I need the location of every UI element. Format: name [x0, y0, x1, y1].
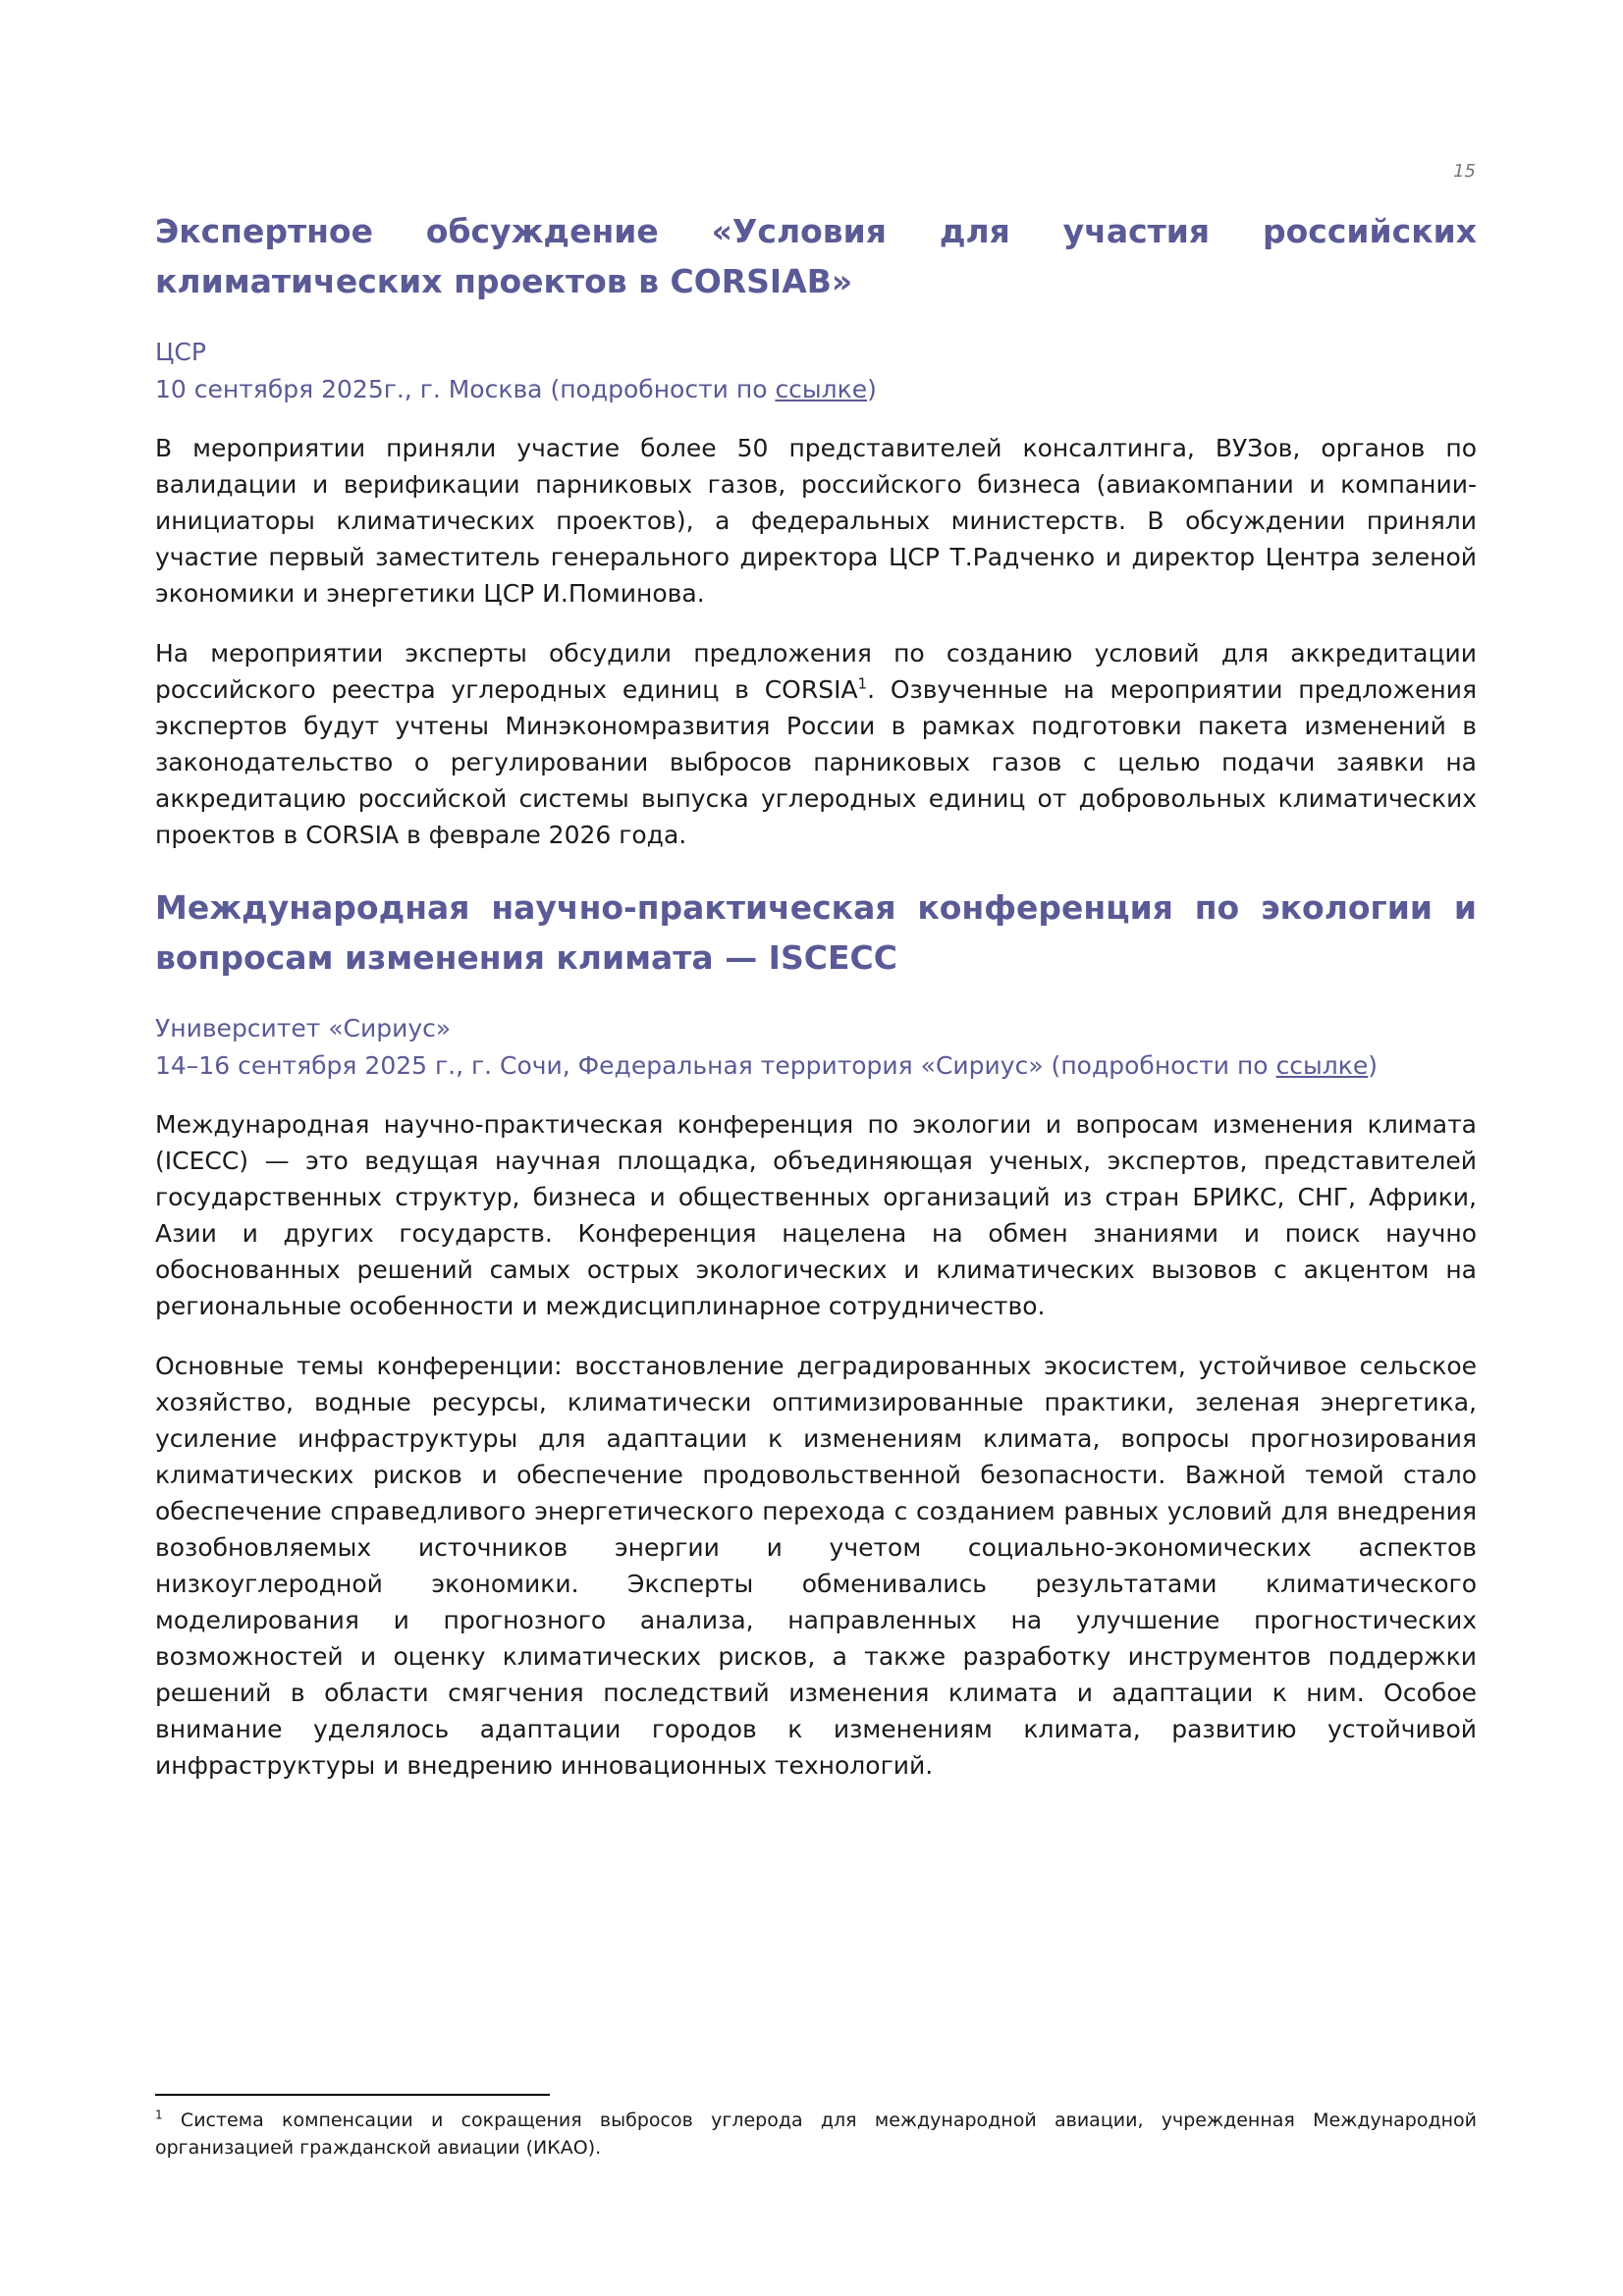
document-body: [155, 206, 1477, 1807]
event-date-place-text: 14–16 сентября 2025 г., г. Сочи, Федеральная территория «Сириус» (подробности по: [155, 1051, 1276, 1080]
footnote-separator: [155, 2094, 550, 2096]
event-organizer: Университет «Сириус»: [155, 1014, 452, 1042]
event-title: Экспертное обсуждение «Условия для участия российских климатических проектов в CORSIAB»: [155, 212, 1477, 300]
page-number: 15: [1453, 161, 1476, 182]
event-meta: [155, 334, 1477, 408]
paragraph-text: На мероприятии эксперты обсудили предложения по созданию условий для аккредитации российского реестра углеродных единиц в CORSIA: [155, 639, 1477, 704]
event-paragraph: [155, 635, 1477, 853]
event-section-iscecc: [155, 882, 1477, 1784]
details-link[interactable]: ссылке: [775, 375, 868, 403]
event-paragraph: Основные темы конференции: восстановление деградированных экосистем, устойчивое сельское хозяйство, водные ресурсы, климатически оптимизированные практики, зеленая энергетика, усиление инфраструктуры для адаптации к изменениям климата, вопросы прогнозирования климатических рисков и обеспечение продовольственной безопасности. Важной темой стало обеспечение справедливого энергетического перехода с созданием равных условий для внедрения возобновляемых источников энергии и учетом социально-экономических аспектов низкоуглеродной экономики. Эксперты обменивались результатами климатического моделирования и прогнозного анализа, направленных на улучшение прогностических возможностей и оценку климатических рисков, а также разработку инструментов поддержки решений в области смягчения последствий изменения климата и адаптации к ним. Особое внимание уделялось адаптации городов к изменениям климата, развитию устойчивой инфраструктуры и внедрению инновационных технологий.: [155, 1352, 1477, 1780]
event-date-place-close: ): [1368, 1051, 1379, 1080]
event-section-corsia: [155, 206, 1477, 853]
footnote: [155, 2107, 1477, 2162]
event-paragraph: В мероприятии приняли участие более 50 представителей консалтинга, ВУЗов, органов по валидации и верификации парниковых газов, российского бизнеса (авиакомпании и компании-инициаторы климатических проектов), а федеральных министерств. В обсуждении приняли участие первый заместитель генерального директора ЦСР Т.Радченко и директор Центра зеленой экономики и энергетики ЦСР И.Поминова.: [155, 434, 1477, 608]
event-paragraph: Международная научно-практическая конференция по экологии и вопросам изменения климата (ICECC) — это ведущая научная площадка, объединяющая ученых, экспертов, представителей государственных структур, бизнеса и общественных организаций из стран БРИКС, СНГ, Африки, Азии и других государств. Конференция нацелена на обмен знаниями и поиск научно обоснованных решений самых острых экологических и климатических вызовов с акцентом на региональные особенности и междисциплинарное сотрудничество.: [155, 1110, 1477, 1320]
event-date-place-text: 10 сентября 2025г., г. Москва (подробности по: [155, 375, 776, 403]
footnote-marker: 1: [155, 2108, 163, 2122]
paragraph-text: . Озвученные на мероприятии предложения экспертов будут учтены Минэкономразвития России в рамках подготовки пакета изменений в законодательство о регулировании выбросов парниковых газов с целью подачи заявки на аккредитацию российской системы выпуска углеродных единиц от добровольных климатических проектов в CORSIA в феврале 2026 года.: [155, 675, 1477, 849]
footnote-text: Система компенсации и сокращения выбросов углерода для международной авиации, учрежденная Международной организацией гражданской авиации (ИКАО).: [155, 2109, 1477, 2159]
event-organizer: ЦСР: [155, 338, 206, 366]
event-date-place: [155, 1047, 1477, 1085]
event-meta: [155, 1010, 1477, 1085]
event-title: Международная научно-практическая конференция по экологии и вопросам изменения климата — ISCECC: [155, 888, 1477, 977]
event-date-place-close: ): [867, 375, 877, 403]
event-date-place: [155, 371, 1477, 408]
details-link[interactable]: ссылке: [1275, 1051, 1369, 1080]
footnote-reference[interactable]: 1: [857, 674, 868, 693]
